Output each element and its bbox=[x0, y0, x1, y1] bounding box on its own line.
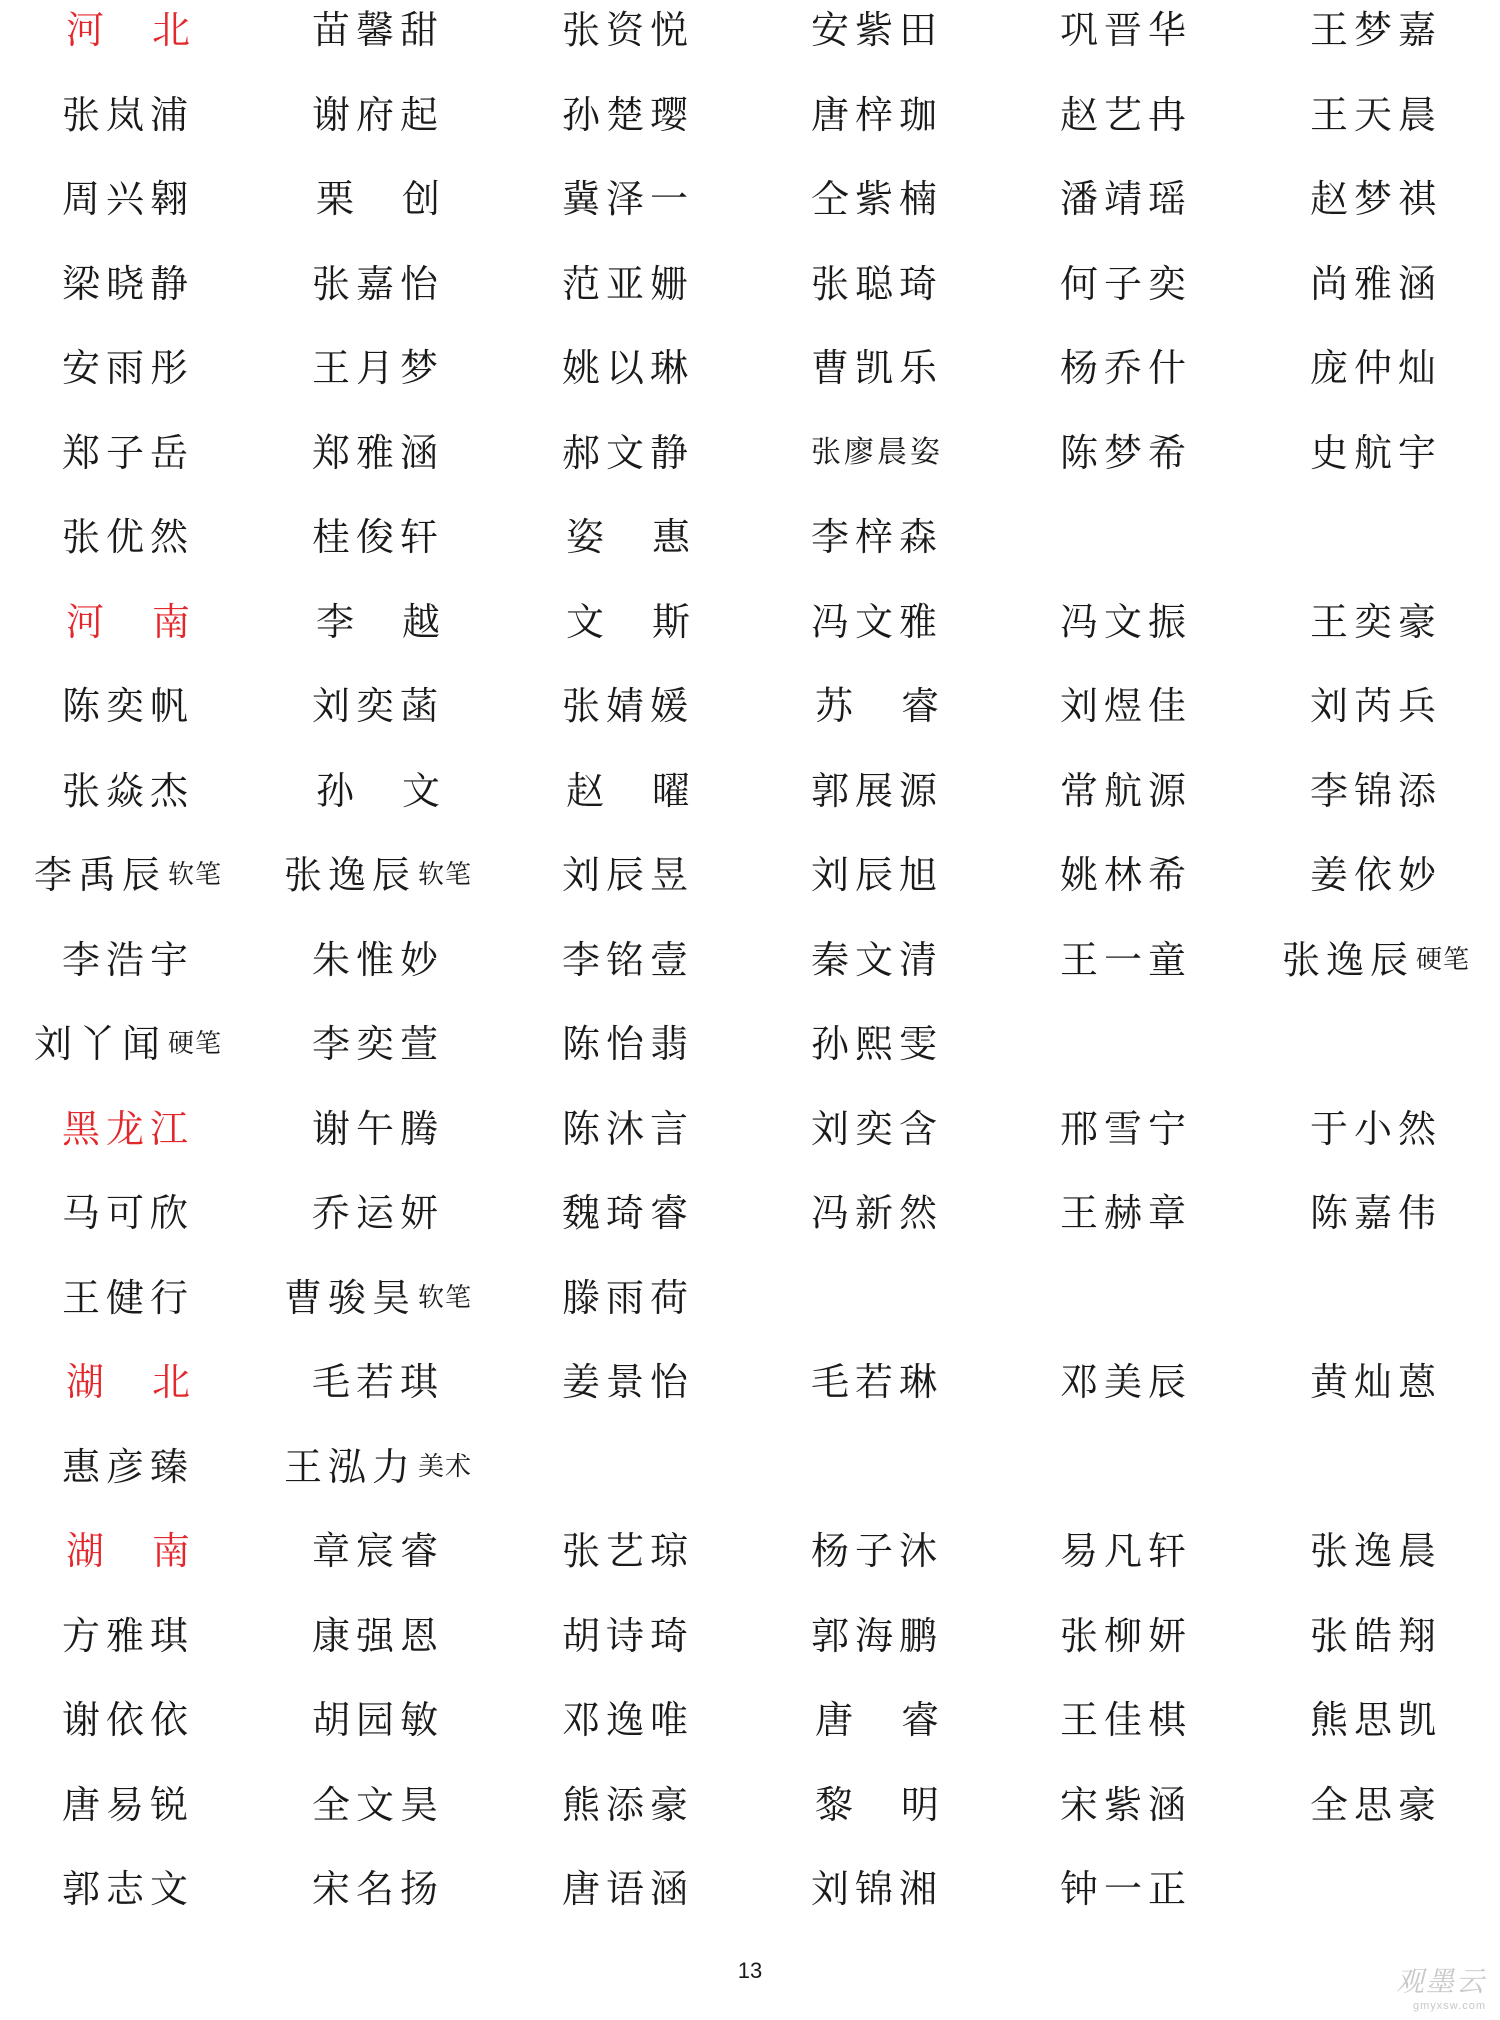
person-name: 邓美辰 bbox=[1059, 1360, 1192, 1404]
name-cell bbox=[503, 1099, 753, 1159]
name-cell bbox=[752, 1606, 1002, 1666]
province-name: 河南 bbox=[65, 599, 238, 644]
name-row bbox=[0, 1268, 1500, 1328]
person-name: 郭志文 bbox=[61, 1867, 194, 1911]
person-name: 李奕萱 bbox=[311, 1022, 444, 1066]
name-cell bbox=[253, 592, 503, 652]
person-name: 赵曜 bbox=[565, 768, 738, 813]
person-name: 张婧媛 bbox=[561, 684, 694, 728]
name-cell bbox=[253, 85, 503, 145]
province-heading bbox=[3, 0, 253, 60]
person-name: 张柳妍 bbox=[1059, 1613, 1192, 1658]
person-name: 刘辰旭 bbox=[810, 853, 943, 897]
name-row bbox=[0, 761, 1500, 821]
name-cell bbox=[503, 1268, 753, 1328]
person-name: 熊添豪 bbox=[561, 1782, 694, 1827]
name-cell bbox=[1001, 1014, 1251, 1074]
name-cell bbox=[752, 1521, 1002, 1581]
name-cell bbox=[253, 338, 503, 398]
name-cell bbox=[1251, 254, 1500, 314]
person-name: 方雅琪 bbox=[61, 1613, 194, 1658]
person-name: 郑子岳 bbox=[61, 430, 194, 475]
person-name: 孙熙雯 bbox=[810, 1022, 943, 1066]
name-cell bbox=[752, 1775, 1002, 1835]
person-name: 黄灿蒽 bbox=[1309, 1360, 1442, 1404]
person-name: 张皓翔 bbox=[1309, 1613, 1442, 1658]
name-cell bbox=[3, 845, 253, 905]
name-cell bbox=[752, 423, 1002, 483]
name-cell bbox=[752, 1859, 1002, 1919]
person-name: 何子奕 bbox=[1059, 261, 1192, 306]
category-suffix: 美术 bbox=[418, 1451, 473, 1482]
person-name: 张岚浦 bbox=[61, 92, 194, 137]
person-name: 王赫章 bbox=[1059, 1191, 1192, 1235]
watermark bbox=[1396, 1960, 1486, 2012]
name-cell bbox=[752, 1183, 1002, 1243]
name-cell bbox=[752, 930, 1002, 990]
name-cell bbox=[1251, 85, 1500, 145]
watermark-url: gmyxsw.com bbox=[1413, 2000, 1486, 2012]
person-name: 史航宇 bbox=[1309, 430, 1442, 475]
person-name: 李越 bbox=[315, 599, 488, 644]
person-name: 李浩宇 bbox=[61, 937, 194, 982]
name-cell bbox=[1001, 1352, 1251, 1412]
name-cell bbox=[503, 423, 753, 483]
name-row bbox=[0, 1352, 1500, 1412]
person-name: 郝文静 bbox=[561, 430, 694, 475]
name-row bbox=[0, 1437, 1500, 1497]
person-name: 惠彦臻 bbox=[61, 1444, 194, 1489]
name-cell bbox=[1001, 254, 1251, 314]
name-row bbox=[0, 85, 1500, 145]
name-cell bbox=[1251, 1521, 1500, 1581]
person-name: 全思豪 bbox=[1309, 1782, 1442, 1827]
name-cell bbox=[503, 338, 753, 398]
name-cell bbox=[1001, 0, 1251, 60]
name-cell bbox=[1251, 507, 1500, 567]
person-name: 张艺琼 bbox=[561, 1529, 694, 1573]
category-suffix: 硬笔 bbox=[1416, 944, 1471, 975]
person-name: 王奕豪 bbox=[1309, 599, 1442, 644]
name-cell bbox=[253, 1437, 503, 1497]
name-cell bbox=[1001, 1775, 1251, 1835]
person-name: 王天晨 bbox=[1309, 92, 1442, 137]
person-name: 安雨彤 bbox=[61, 346, 194, 390]
name-cell bbox=[253, 423, 503, 483]
name-cell bbox=[503, 1352, 753, 1412]
person-name: 张廖晨姿 bbox=[811, 434, 943, 470]
person-name: 谢府起 bbox=[311, 92, 444, 137]
name-cell bbox=[752, 1014, 1002, 1074]
name-cell bbox=[253, 0, 503, 60]
name-cell bbox=[3, 1437, 253, 1497]
name-cell bbox=[1001, 676, 1251, 736]
name-row bbox=[0, 1099, 1500, 1159]
name-cell bbox=[1001, 338, 1251, 398]
province-heading bbox=[3, 1352, 253, 1412]
province-heading bbox=[3, 1521, 253, 1581]
name-cell bbox=[1251, 1268, 1500, 1328]
name-row bbox=[0, 1606, 1500, 1666]
name-cell bbox=[1001, 85, 1251, 145]
name-cell bbox=[1251, 1606, 1500, 1666]
person-name: 姚林希 bbox=[1059, 853, 1192, 897]
person-name: 郑雅涵 bbox=[311, 430, 444, 475]
person-name: 郭展源 bbox=[810, 768, 943, 813]
person-name: 唐语涵 bbox=[561, 1867, 694, 1911]
person-name: 赵艺冉 bbox=[1059, 92, 1192, 137]
name-cell bbox=[1001, 930, 1251, 990]
person-name: 杨子沐 bbox=[810, 1529, 943, 1573]
name-cell bbox=[1001, 507, 1251, 567]
name-cell bbox=[1251, 1690, 1500, 1750]
name-cell bbox=[503, 1606, 753, 1666]
person-name: 张逸辰 bbox=[283, 853, 416, 897]
name-cell bbox=[752, 254, 1002, 314]
person-name: 栗创 bbox=[315, 177, 488, 221]
name-cell bbox=[1251, 1437, 1500, 1497]
person-name: 滕雨荷 bbox=[561, 1275, 694, 1320]
person-name: 魏琦睿 bbox=[561, 1191, 694, 1235]
person-name: 陈怡翡 bbox=[561, 1022, 694, 1066]
name-row bbox=[0, 930, 1500, 990]
category-suffix: 软笔 bbox=[418, 860, 473, 890]
person-name: 毛若琪 bbox=[311, 1360, 444, 1404]
person-name: 胡诗琦 bbox=[561, 1613, 694, 1658]
person-name: 苗馨甜 bbox=[311, 8, 444, 52]
name-cell bbox=[253, 1183, 503, 1243]
name-row bbox=[0, 338, 1500, 398]
person-name: 巩晋华 bbox=[1059, 8, 1192, 52]
person-name: 姜景怡 bbox=[561, 1360, 694, 1404]
name-cell bbox=[1251, 1014, 1500, 1074]
name-cell bbox=[752, 1352, 1002, 1412]
name-row bbox=[0, 845, 1500, 905]
name-cell bbox=[503, 85, 753, 145]
name-cell bbox=[503, 1690, 753, 1750]
person-name: 毛若琳 bbox=[810, 1360, 943, 1404]
name-cell bbox=[253, 254, 503, 314]
name-cell bbox=[1001, 1690, 1251, 1750]
name-cell bbox=[752, 676, 1002, 736]
person-name: 朱惟妙 bbox=[311, 937, 444, 982]
person-name: 王泓力 bbox=[283, 1444, 416, 1489]
person-name: 常航源 bbox=[1059, 768, 1192, 813]
person-name: 文斯 bbox=[565, 599, 738, 644]
name-row bbox=[0, 423, 1500, 483]
name-cell bbox=[3, 676, 253, 736]
name-cell bbox=[503, 507, 753, 567]
person-name: 姿惠 bbox=[565, 515, 738, 559]
name-cell bbox=[253, 1521, 503, 1581]
person-name: 孙楚璎 bbox=[561, 92, 694, 137]
name-row bbox=[0, 1775, 1500, 1835]
name-cell bbox=[503, 169, 753, 229]
name-cell bbox=[503, 676, 753, 736]
person-name: 安紫田 bbox=[810, 8, 943, 52]
person-name: 冀泽一 bbox=[561, 177, 694, 221]
category-suffix: 硬笔 bbox=[168, 1029, 223, 1059]
name-row bbox=[0, 0, 1500, 60]
person-name: 王一童 bbox=[1059, 937, 1192, 982]
name-cell bbox=[3, 1606, 253, 1666]
person-name: 秦文清 bbox=[810, 937, 943, 982]
name-cell bbox=[1251, 1775, 1500, 1835]
name-cell bbox=[3, 85, 253, 145]
person-name: 易凡轩 bbox=[1059, 1529, 1192, 1573]
province-heading bbox=[3, 1099, 253, 1159]
name-cell bbox=[1001, 1859, 1251, 1919]
name-cell bbox=[752, 85, 1002, 145]
name-cell bbox=[253, 845, 503, 905]
name-cell bbox=[752, 169, 1002, 229]
person-name: 姜依妙 bbox=[1309, 853, 1442, 897]
name-cell bbox=[3, 1268, 253, 1328]
name-cell bbox=[1001, 1606, 1251, 1666]
name-cell bbox=[503, 1775, 753, 1835]
name-row bbox=[0, 592, 1500, 652]
person-name: 刘煜佳 bbox=[1059, 684, 1192, 728]
name-cell bbox=[253, 1352, 503, 1412]
name-cell bbox=[1251, 0, 1500, 60]
name-cell bbox=[253, 930, 503, 990]
name-cell bbox=[3, 1775, 253, 1835]
watermark-logo-text: 观墨云 bbox=[1395, 1966, 1486, 1997]
person-name: 张焱杰 bbox=[61, 768, 194, 813]
name-cell bbox=[1251, 169, 1500, 229]
person-name: 唐睿 bbox=[814, 1698, 987, 1742]
person-name: 邓逸唯 bbox=[561, 1698, 694, 1742]
province-name: 湖南 bbox=[65, 1529, 238, 1573]
name-cell bbox=[503, 0, 753, 60]
province-name: 河北 bbox=[65, 8, 238, 52]
name-cell bbox=[1001, 169, 1251, 229]
person-name: 谢依依 bbox=[61, 1698, 194, 1742]
name-cell bbox=[503, 254, 753, 314]
name-cell bbox=[253, 507, 503, 567]
name-cell bbox=[3, 1014, 253, 1074]
person-name: 范亚姗 bbox=[561, 261, 694, 306]
name-cell bbox=[1251, 338, 1500, 398]
province-name: 湖北 bbox=[65, 1360, 238, 1404]
name-cell bbox=[253, 1099, 503, 1159]
name-row bbox=[0, 507, 1500, 567]
name-row bbox=[0, 676, 1500, 736]
name-cell bbox=[3, 761, 253, 821]
person-name: 谢午腾 bbox=[311, 1106, 444, 1151]
name-cell bbox=[1001, 423, 1251, 483]
person-name: 曹骏昊 bbox=[283, 1275, 416, 1320]
name-cell bbox=[1251, 1352, 1500, 1412]
person-name: 王佳棋 bbox=[1059, 1698, 1192, 1742]
name-cell bbox=[253, 1775, 503, 1835]
person-name: 刘辰昱 bbox=[561, 853, 694, 897]
name-cell bbox=[752, 1099, 1002, 1159]
person-name: 张逸晨 bbox=[1309, 1529, 1442, 1573]
person-name: 李禹辰 bbox=[33, 853, 166, 897]
name-cell bbox=[503, 1437, 753, 1497]
person-name: 仝紫楠 bbox=[810, 177, 943, 221]
name-cell bbox=[1251, 930, 1500, 990]
name-cell bbox=[1251, 761, 1500, 821]
name-cell bbox=[1001, 1521, 1251, 1581]
person-name: 刘芮兵 bbox=[1309, 684, 1442, 728]
name-cell bbox=[503, 1859, 753, 1919]
name-cell bbox=[3, 254, 253, 314]
name-cell bbox=[752, 1437, 1002, 1497]
person-name: 宋紫涵 bbox=[1059, 1782, 1192, 1827]
name-cell bbox=[752, 592, 1002, 652]
name-cell bbox=[3, 930, 253, 990]
name-row bbox=[0, 1014, 1500, 1074]
person-name: 张嘉怡 bbox=[311, 261, 444, 306]
name-cell bbox=[1251, 1859, 1500, 1919]
person-name: 冯文雅 bbox=[810, 599, 943, 644]
person-name: 郭海鹏 bbox=[810, 1613, 943, 1658]
name-cell bbox=[3, 507, 253, 567]
person-name: 李锦添 bbox=[1309, 768, 1442, 813]
name-cell bbox=[253, 1268, 503, 1328]
name-row bbox=[0, 169, 1500, 229]
name-cell bbox=[752, 845, 1002, 905]
name-cell bbox=[253, 761, 503, 821]
person-name: 章宸睿 bbox=[311, 1529, 444, 1573]
person-name: 钟一正 bbox=[1059, 1867, 1192, 1911]
name-row bbox=[0, 1690, 1500, 1750]
person-name: 宋名扬 bbox=[311, 1867, 444, 1911]
name-cell bbox=[503, 1183, 753, 1243]
name-cell bbox=[752, 761, 1002, 821]
name-cell bbox=[1251, 676, 1500, 736]
name-cell bbox=[3, 169, 253, 229]
name-row bbox=[0, 254, 1500, 314]
person-name: 周兴翱 bbox=[61, 177, 194, 221]
person-name: 孙文 bbox=[315, 768, 488, 813]
name-cell bbox=[1001, 1183, 1251, 1243]
name-cell bbox=[3, 1690, 253, 1750]
person-name: 全文昊 bbox=[311, 1782, 444, 1827]
person-name: 苏睿 bbox=[814, 684, 987, 728]
name-cell bbox=[1251, 1183, 1500, 1243]
name-cell bbox=[752, 338, 1002, 398]
person-name: 张资悦 bbox=[561, 8, 694, 52]
person-name: 陈沐言 bbox=[561, 1106, 694, 1151]
name-cell bbox=[503, 845, 753, 905]
person-name: 李梓森 bbox=[810, 515, 943, 559]
province-heading bbox=[3, 592, 253, 652]
name-cell bbox=[253, 676, 503, 736]
name-row bbox=[0, 1183, 1500, 1243]
name-cell bbox=[1251, 592, 1500, 652]
page-number: 13 bbox=[737, 1958, 763, 1983]
person-name: 于小然 bbox=[1309, 1106, 1442, 1151]
name-cell bbox=[253, 169, 503, 229]
name-cell bbox=[1001, 1099, 1251, 1159]
name-cell bbox=[1251, 423, 1500, 483]
person-name: 张聪琦 bbox=[810, 261, 943, 306]
person-name: 熊思凯 bbox=[1309, 1698, 1442, 1742]
name-cell bbox=[752, 507, 1002, 567]
person-name: 康强恩 bbox=[311, 1613, 444, 1658]
category-suffix: 软笔 bbox=[418, 1282, 473, 1313]
person-name: 胡园敏 bbox=[311, 1698, 444, 1742]
name-cell bbox=[752, 0, 1002, 60]
person-name: 赵梦祺 bbox=[1309, 177, 1442, 221]
person-name: 刘奕菡 bbox=[311, 684, 444, 728]
person-name: 梁晓静 bbox=[61, 261, 194, 306]
name-cell bbox=[253, 1014, 503, 1074]
category-suffix: 软笔 bbox=[168, 860, 223, 890]
person-name: 冯新然 bbox=[810, 1191, 943, 1235]
person-name: 刘丫闻 bbox=[33, 1022, 166, 1066]
name-cell bbox=[503, 930, 753, 990]
name-row bbox=[0, 1859, 1500, 1919]
person-name: 王健行 bbox=[61, 1275, 194, 1320]
person-name: 姚以琳 bbox=[561, 346, 694, 390]
name-cell bbox=[1001, 1268, 1251, 1328]
person-name: 陈奕帆 bbox=[61, 684, 194, 728]
person-name: 陈嘉伟 bbox=[1309, 1191, 1442, 1235]
person-name: 刘锦湘 bbox=[810, 1867, 943, 1911]
person-name: 唐梓珈 bbox=[810, 92, 943, 137]
person-name: 王梦嘉 bbox=[1309, 8, 1442, 52]
name-cell bbox=[752, 1690, 1002, 1750]
name-cell bbox=[253, 1859, 503, 1919]
name-cell bbox=[1001, 761, 1251, 821]
person-name: 马可欣 bbox=[61, 1191, 194, 1235]
name-cell bbox=[1251, 1099, 1500, 1159]
person-name: 唐易锐 bbox=[61, 1782, 194, 1827]
province-name: 黑龙江 bbox=[61, 1106, 194, 1151]
person-name: 邢雪宁 bbox=[1059, 1106, 1192, 1151]
name-cell bbox=[503, 1014, 753, 1074]
name-cell bbox=[1001, 845, 1251, 905]
name-cell bbox=[3, 1183, 253, 1243]
person-name: 冯文振 bbox=[1059, 599, 1192, 644]
person-name: 黎明 bbox=[814, 1782, 987, 1827]
person-name: 陈梦希 bbox=[1059, 430, 1192, 475]
person-name: 李铭壹 bbox=[561, 937, 694, 982]
person-name: 王月梦 bbox=[311, 346, 444, 390]
person-name: 乔运妍 bbox=[311, 1191, 444, 1235]
person-name: 曹凯乐 bbox=[810, 346, 943, 390]
name-cell bbox=[1251, 845, 1500, 905]
person-name: 桂俊轩 bbox=[311, 515, 444, 559]
name-cell bbox=[503, 761, 753, 821]
person-name: 尚雅涵 bbox=[1309, 261, 1442, 306]
name-cell bbox=[1001, 592, 1251, 652]
name-cell bbox=[3, 423, 253, 483]
person-name: 张优然 bbox=[61, 515, 194, 559]
person-name: 潘靖瑶 bbox=[1059, 177, 1192, 221]
name-cell bbox=[503, 1521, 753, 1581]
person-name: 刘奕含 bbox=[810, 1106, 943, 1151]
person-name: 杨乔什 bbox=[1059, 346, 1192, 390]
name-cell bbox=[253, 1606, 503, 1666]
name-cell bbox=[752, 1268, 1002, 1328]
person-name: 庞仲灿 bbox=[1309, 346, 1442, 390]
name-row bbox=[0, 1521, 1500, 1581]
name-cell bbox=[1001, 1437, 1251, 1497]
name-cell bbox=[3, 1859, 253, 1919]
name-cell bbox=[253, 1690, 503, 1750]
name-cell bbox=[3, 338, 253, 398]
name-cell bbox=[503, 592, 753, 652]
person-name: 张逸辰 bbox=[1281, 937, 1414, 982]
